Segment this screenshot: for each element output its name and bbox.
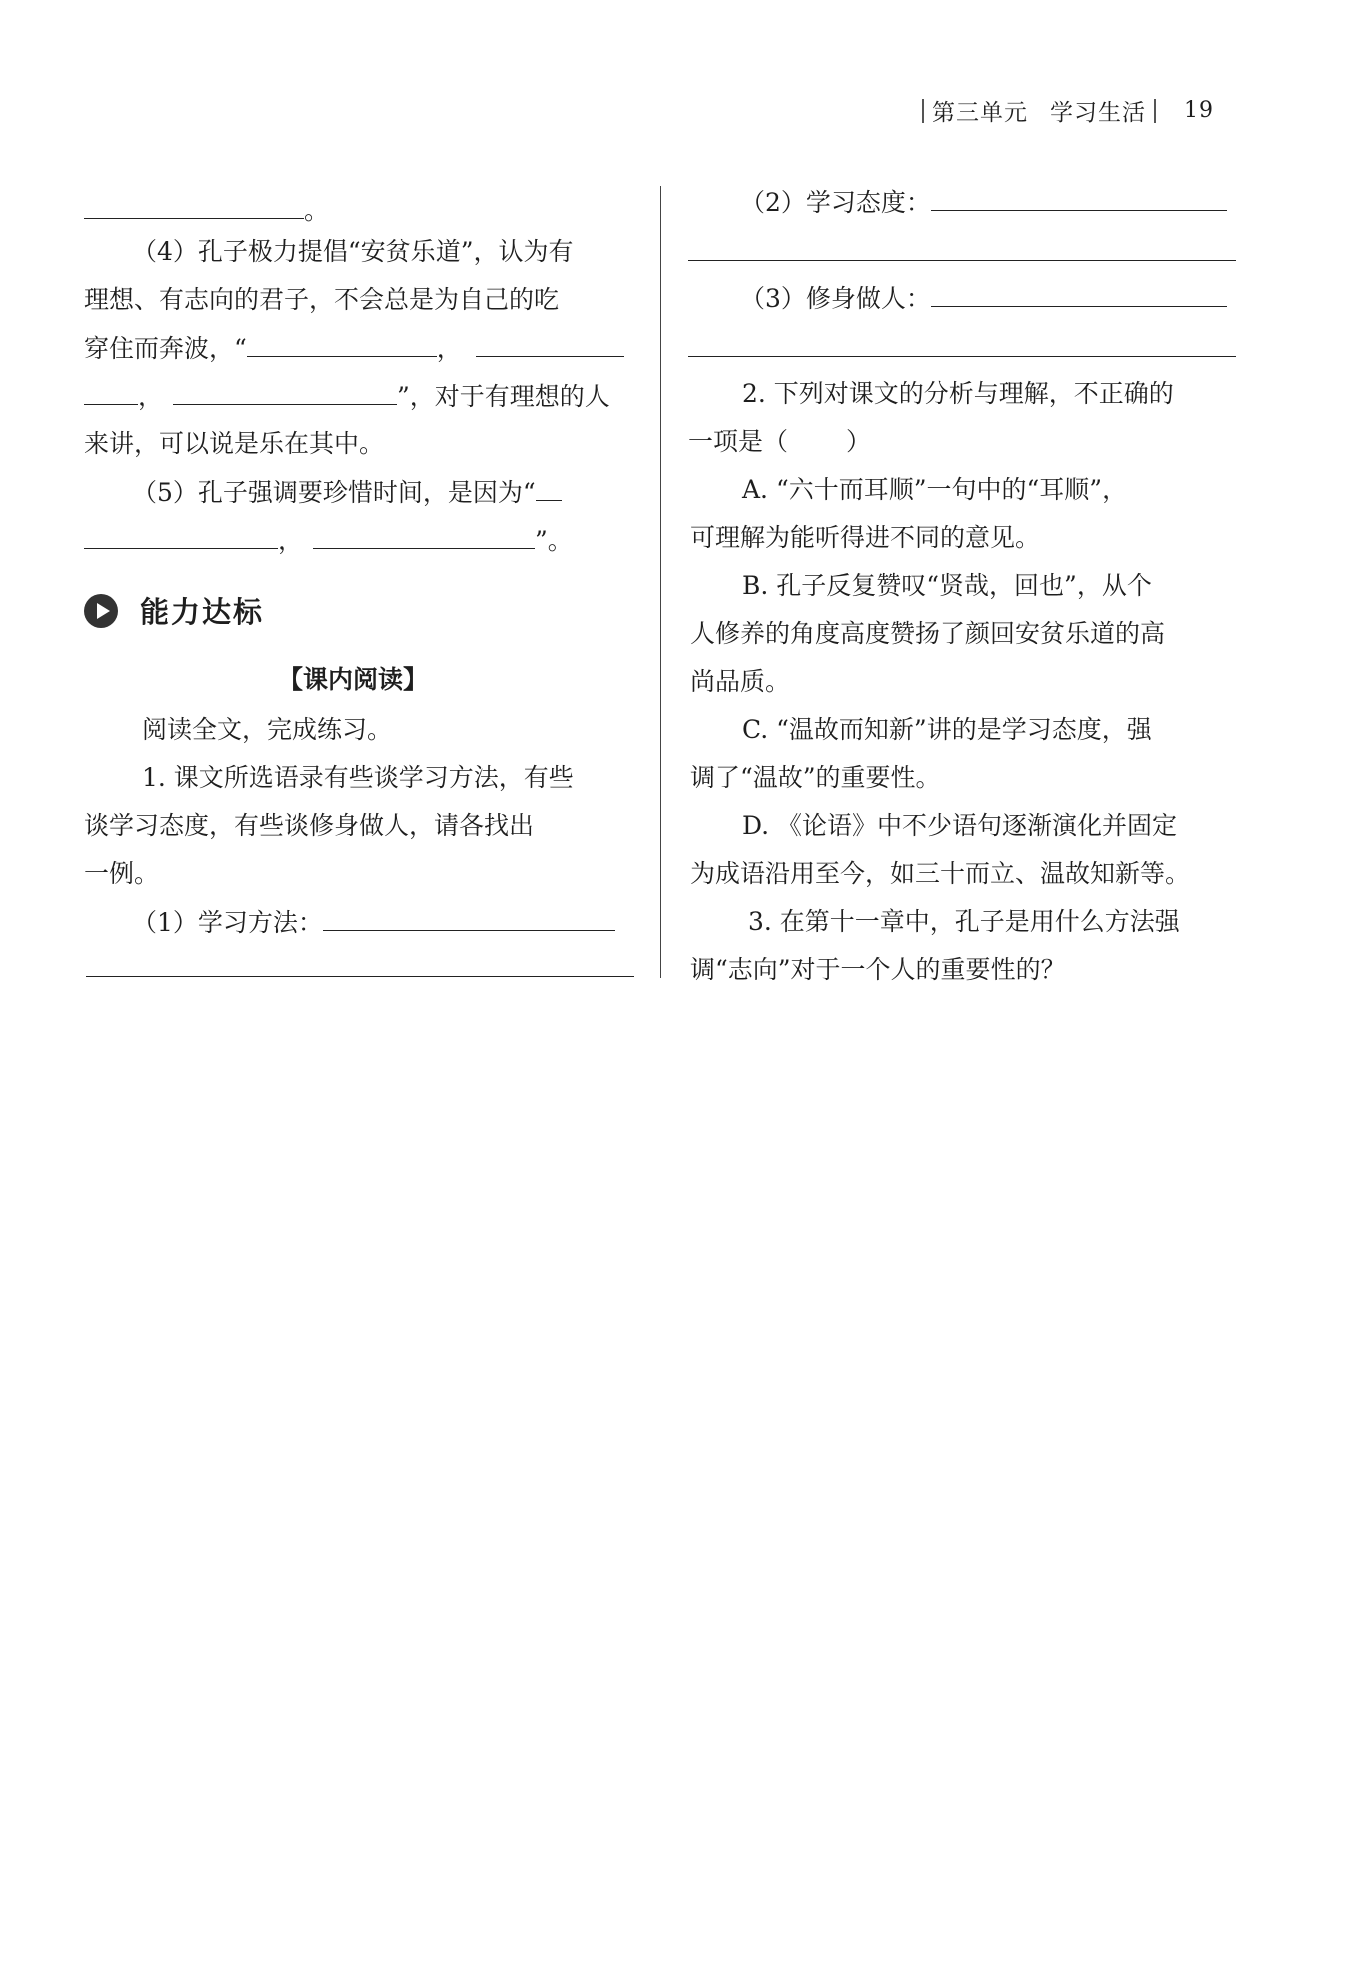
answer-blank[interactable]	[313, 524, 535, 549]
sub-label: （3）修身做人：	[740, 284, 931, 313]
answer-blank[interactable]	[688, 236, 1236, 261]
sub-label: （2）学习态度：	[740, 188, 931, 217]
answer-blank[interactable]	[173, 380, 397, 405]
answer-blank[interactable]	[84, 194, 304, 219]
answer-blank[interactable]	[931, 282, 1227, 307]
answer-line	[688, 332, 1236, 365]
q3-line2: 调“志向”对于一个人的重要性的？	[690, 955, 1066, 984]
punctuation: ，	[436, 334, 462, 363]
item4-line2: 理想、有志向的君子，不会总是为自己的吃	[84, 285, 560, 314]
option-d-line2: 为成语沿用至今，如三十而立、温故知新等。	[690, 859, 1191, 888]
section-title: 能力达标	[140, 595, 265, 629]
option-c-line2: 调了“温故”的重要性。	[690, 763, 941, 792]
option-a-line2: 可理解为能听得进不同的意见。	[690, 523, 1041, 552]
punctuation: ，	[278, 526, 304, 555]
punctuation: 。	[304, 196, 330, 225]
q1-line1: 1. 课文所选语录有些谈学习方法，有些	[142, 763, 574, 792]
sub-label: （1）学习方法：	[132, 908, 323, 937]
option-c-line1: C. “温故而知新”讲的是学习态度，强	[742, 715, 1152, 744]
instruction: 阅读全文，完成练习。	[142, 715, 393, 744]
item4-text: ”，对于有理想的人	[397, 382, 610, 411]
answer-blank[interactable]	[84, 380, 138, 405]
section-heading	[84, 590, 264, 631]
q1-sub3	[740, 282, 1227, 315]
answer-line	[84, 194, 329, 227]
q2-text: 一项是（	[688, 427, 789, 456]
section-label: 学习生活	[1050, 100, 1146, 126]
q2-line2	[688, 426, 871, 458]
punctuation: ）	[846, 427, 872, 456]
item5-text: （5）孔子强调要珍惜时间，是因为“	[132, 478, 536, 507]
punctuation: ，	[138, 382, 164, 411]
item4-line4	[84, 380, 610, 413]
answer-blank[interactable]	[247, 332, 437, 357]
unit-label: 第三单元	[932, 100, 1028, 126]
answer-blank[interactable]	[84, 524, 278, 549]
q2-line1: 2. 下列对课文的分析与理解，不正确的	[742, 379, 1174, 408]
item4-line1: （4）孔子极力提倡“安贫乐道”，认为有	[132, 237, 574, 266]
answer-line	[86, 952, 634, 985]
play-icon	[84, 594, 118, 628]
answer-blank[interactable]	[323, 906, 615, 931]
column-divider	[660, 186, 661, 978]
option-a-line1: A. “六十而耳顺”一句中的“耳顺”，	[742, 475, 1128, 504]
answer-blank[interactable]	[86, 952, 634, 977]
item4-line5: 来讲，可以说是乐在其中。	[84, 429, 385, 458]
q1-sub2	[740, 186, 1227, 219]
item4-line3	[84, 332, 624, 365]
answer-blank[interactable]	[931, 186, 1227, 211]
header-divider	[1154, 99, 1156, 123]
punctuation: ”。	[535, 526, 573, 555]
option-b-line1: B. 孔子反复赞叹“贤哉，回也”，从个	[742, 571, 1152, 600]
header-divider	[922, 99, 924, 123]
item5-line1	[132, 476, 562, 509]
subhead: 【课内阅读】	[278, 665, 429, 694]
q1-line2: 谈学习态度，有些谈修身做人，请各找出	[84, 811, 535, 840]
option-d-line1: D. 《论语》中不少语句逐渐演化并固定	[742, 811, 1178, 840]
answer-blank[interactable]	[476, 332, 624, 357]
q1-sub1	[132, 906, 615, 939]
answer-blank[interactable]	[536, 476, 562, 501]
q3-line1: 3. 在第十一章中，孔子是用什么方法强	[748, 907, 1180, 936]
option-b-line3: 尚品质。	[690, 667, 791, 696]
page-header	[914, 94, 1214, 127]
page-number: 19	[1184, 98, 1214, 123]
item5-line2	[84, 524, 573, 557]
option-b-line2: 人修养的角度高度赞扬了颜回安贫乐道的高	[690, 619, 1166, 648]
answer-blank[interactable]	[688, 332, 1236, 357]
q1-line3: 一例。	[84, 859, 160, 888]
item4-text: 穿住而奔波，“	[84, 334, 247, 363]
answer-line	[688, 236, 1236, 269]
